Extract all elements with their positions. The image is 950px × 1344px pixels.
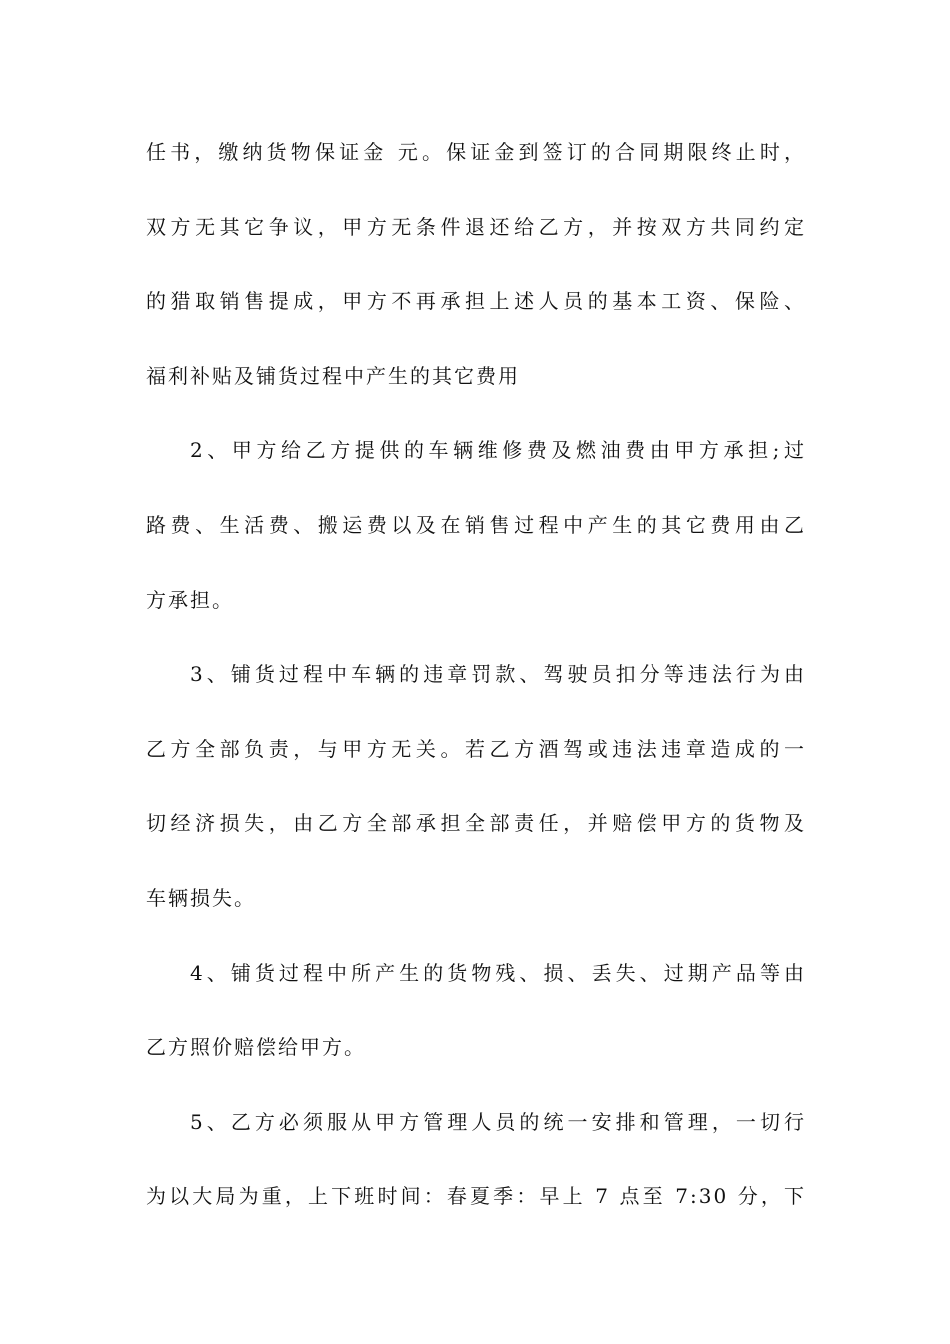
- text-line: 双方无其它争议，甲方无条件退还给乙方，并按双方共同约定: [146, 214, 806, 239]
- text-line: 任书，缴纳货物保证金 元。保证金到签订的合同期限终止时，: [146, 140, 806, 164]
- text-line: 乙方照价赔偿给甲方。: [146, 1035, 366, 1060]
- paragraph-3-start: 3、铺货过程中车辆的违章罚款、驾驶员扣分等违法行为由: [190, 662, 806, 687]
- paragraph-4-start: 4、铺货过程中所产生的货物残、损、丢失、过期产品等由: [190, 960, 806, 985]
- paragraph-5-start: 5、乙方必须服从甲方管理人员的统一安排和管理，一切行: [190, 1109, 806, 1134]
- text-line: 乙方全部负责，与甲方无关。若乙方酒驾或违法违章造成的一: [146, 736, 806, 761]
- paragraph-2-start: 2、甲方给乙方提供的车辆维修费及燃油费由甲方承担;过: [190, 438, 806, 463]
- text-line: 切经济损失，由乙方全部承担全部责任，并赔偿甲方的货物及: [146, 811, 806, 836]
- text-line: 为以大局为重，上下班时间：春夏季：早上 7 点至 7:30 分，下: [146, 1184, 806, 1209]
- text-line: 路费、生活费、搬运费以及在销售过程中产生的其它费用由乙: [146, 512, 806, 537]
- text-line: 福利补贴及铺货过程中产生的其它费用: [146, 363, 520, 388]
- body-text: [146, 123, 806, 1242]
- text-line: 车辆损失。: [146, 885, 256, 910]
- text-line: 的猎取销售提成，甲方不再承担上述人员的基本工资、保险、: [146, 289, 806, 314]
- text-line: 方承担。: [146, 587, 234, 612]
